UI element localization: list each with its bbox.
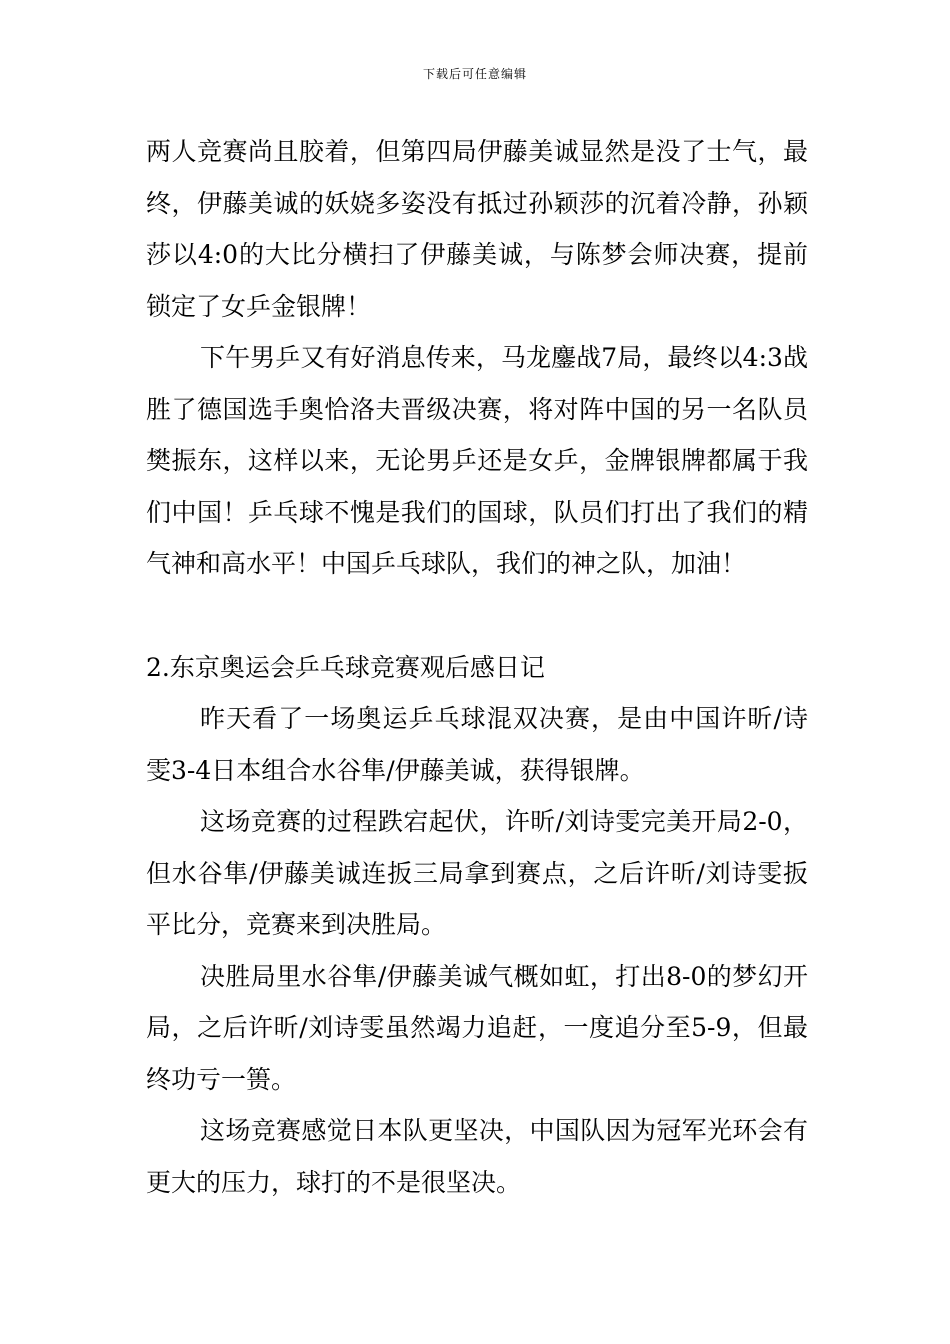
paragraph: 下午男乒又有好消息传来，马龙鏖战7局，最终以4:3战胜了德国选手奥恰洛夫晋级决赛，将对阵中国的另一名队员樊振东，这样以来，无论男乒还是女乒，金牌银牌都属于我们中国！乒乓球不愧是我们的国球，队员们打出了我们的精气神和高水平！中国乒乓球队，我们的神之队，加油！ [146,343,808,578]
document-body [146,126,808,1208]
paragraph: 这场竞赛的过程跌宕起伏，许昕/刘诗雯完美开局2-0，但水谷隼/伊藤美诚连扳三局拿到赛点，之后许昕/刘诗雯扳平比分，竞赛来到决胜局。 [146,807,808,939]
paragraph: 这场竞赛感觉日本队更坚决，中国队因为冠军光环会有更大的压力，球打的不是很坚决。 [146,1116,808,1197]
section-heading: 2.东京奥运会乒乓球竞赛观后感日记 [146,652,545,682]
paragraph: 决胜局里水谷隼/伊藤美诚气概如虹，打出8-0的梦幻开局，之后许昕/刘诗雯虽然竭力追赶，一度追分至5-9，但最终功亏一篑。 [146,961,808,1094]
page-header-note: 下载后可任意编辑 [422,67,527,81]
paragraph: 昨天看了一场奥运乒乓球混双决赛，是由中国许昕/诗雯3-4日本组合水谷隼/伊藤美诚，获得银牌。 [146,704,808,785]
paragraph-continued: 两人竞赛尚且胶着，但第四局伊藤美诚显然是没了士气，最终，伊藤美诚的妖娆多姿没有抵过孙颖莎的沉着冷静，孙颖莎以4:0的大比分横扫了伊藤美诚，与陈梦会师决赛，提前锁定了女乒金银牌！ [146,137,808,321]
